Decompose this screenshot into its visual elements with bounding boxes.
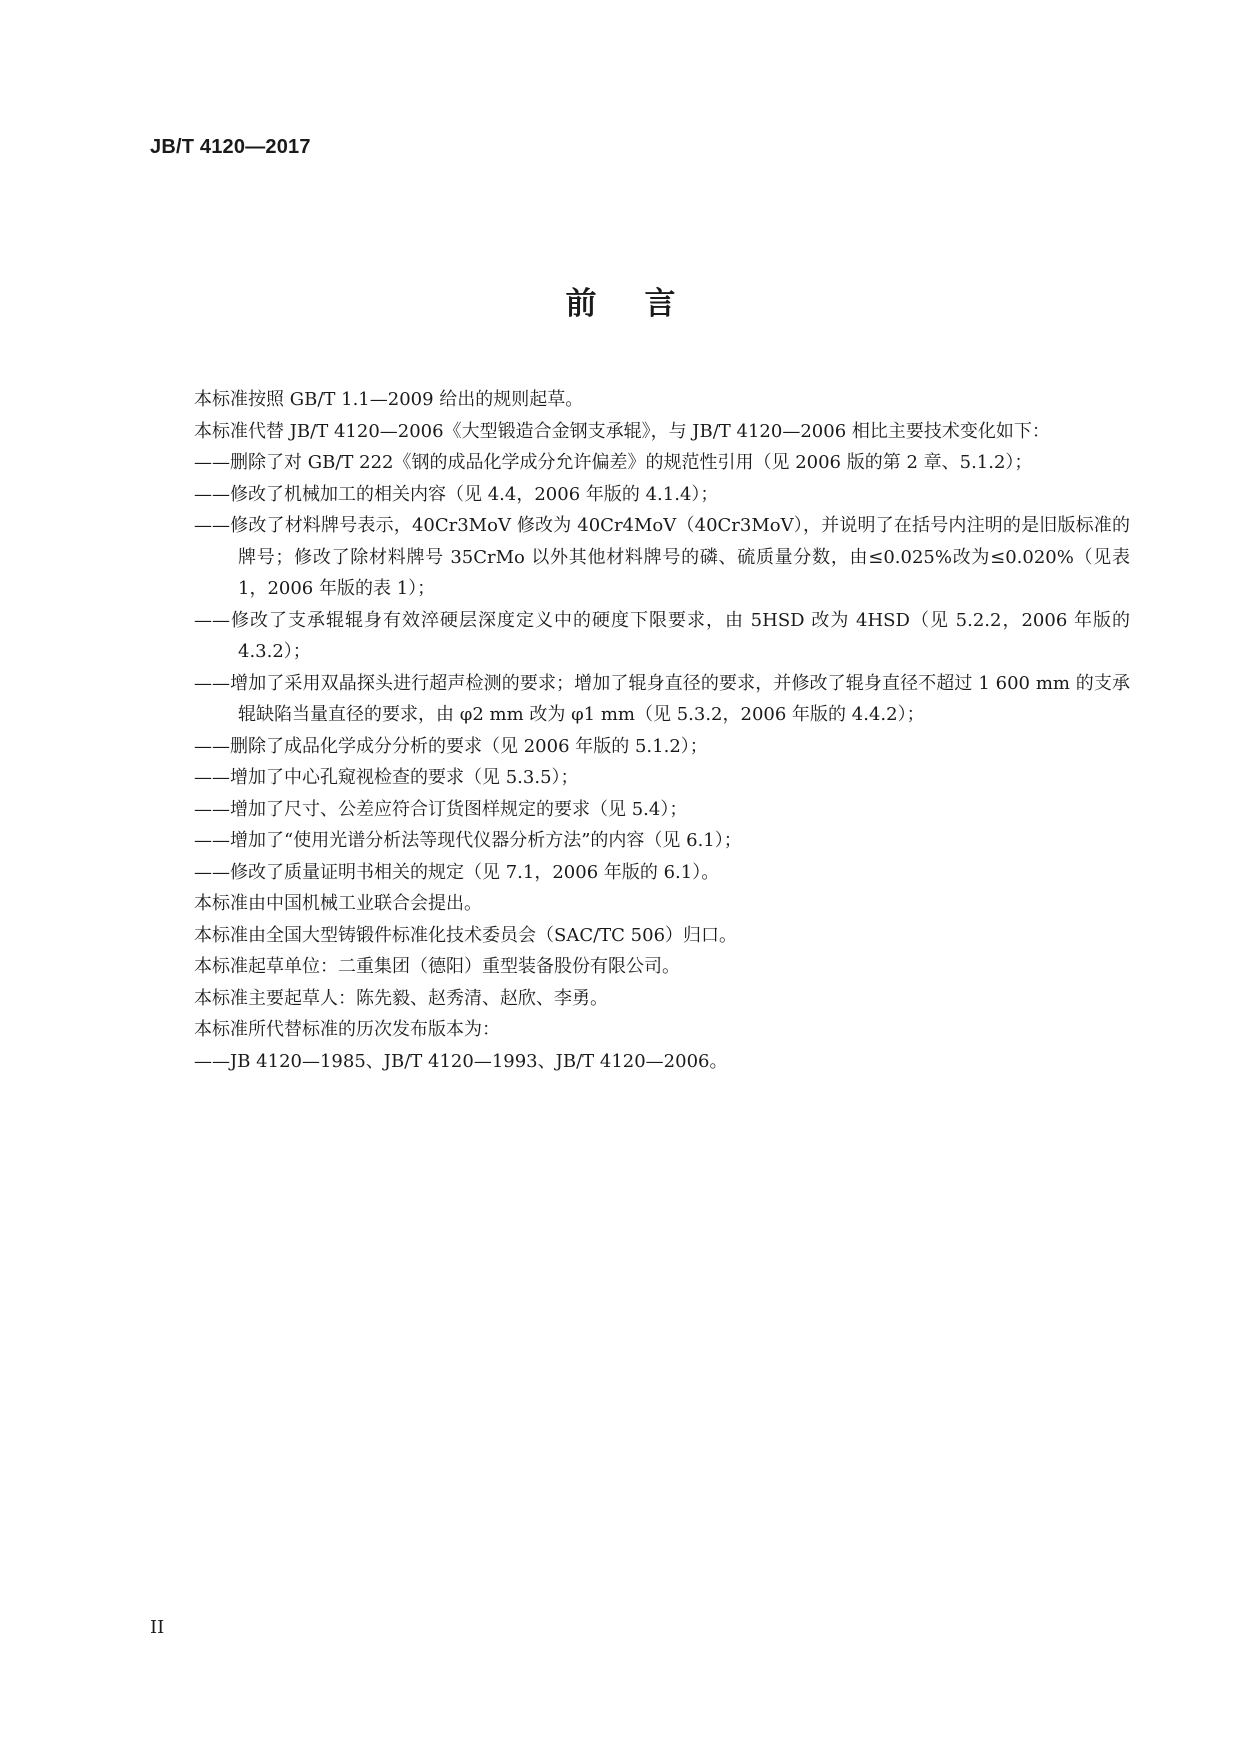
history-item: ——JB 4120—1985、JB/T 4120—1993、JB/T 4120—2006。 [194,1050,728,1072]
paragraph-replacement: 本标准代替 JB/T 4120—2006《大型锻造合金钢支承辊》，与 JB/T 4120—2006 相比主要技术变化如下： [194,420,1050,442]
change-item: ——增加了尺寸、公差应符合订货图样规定的要求（见 5.4）； [194,798,688,820]
paragraph-committee: 本标准由全国大型铸锻件标准化技术委员会（SAC/TC 506）归口。 [194,924,738,946]
paragraph-proposer: 本标准由中国机械工业联合会提出。 [194,893,482,914]
change-item: ——删除了成品化学成分分析的要求（见 2006 年版的 5.1.2）； [194,735,708,757]
standard-code-header: JB/T 4120—2017 [150,136,311,158]
page-number: II [150,1617,165,1638]
paragraph-drafters: 本标准主要起草人：陈先毅、赵秀清、赵欣、李勇。 [194,987,608,1009]
change-item: ——增加了“使用光谱分析法等现代仪器分析方法”的内容（见 6.1）； [194,830,742,851]
document-body [150,384,1130,1077]
paragraph-drafting-unit: 本标准起草单位：二重集团（德阳）重型装备股份有限公司。 [194,956,680,977]
change-item: ——修改了支承辊辊身有效淬硬层深度定义中的硬度下限要求，由 5HSD 改为 4HSD（见 5.2.2，2006 年版的 4.3.2）； [194,609,1130,662]
paragraph-drafting-rules: 本标准按照 GB/T 1.1—2009 给出的规则起草。 [194,389,584,410]
change-item: ——删除了对 GB/T 222《钢的成品化学成分允许偏差》的规范性引用（见 2006 版的第 2 章、5.1.2）； [194,452,1033,473]
change-item: ——增加了中心孔窥视检查的要求（见 5.3.5）； [194,767,579,788]
page-title: 前言 [565,286,724,322]
change-item: ——增加了采用双晶探头进行超声检测的要求；增加了辊身直径的要求，并修改了辊身直径不超过 1 600 mm 的支承辊缺陷当量直径的要求，由 φ2 mm 改为 φ1 mm（见 5.3.2，2006 年版的 4.4.2）； [194,672,1130,725]
paragraph-history-intro: 本标准所代替标准的历次发布版本为： [194,1019,500,1040]
change-item: ——修改了质量证明书相关的规定（见 7.1，2006 年版的 6.1）。 [194,861,720,883]
change-item: ——修改了机械加工的相关内容（见 4.4，2006 年版的 4.1.4）； [194,483,719,505]
change-item: ——修改了材料牌号表示，40Cr3MoV 修改为 40Cr4MoV（40Cr3MoV），并说明了在括号内注明的是旧版标准的牌号；修改了除材料牌号 35CrMo 以外其他材料牌号的磷、硫质量分数，由≤0.025%改为≤0.020%（见表 1，2006 年版的表 1）； [194,515,1130,599]
